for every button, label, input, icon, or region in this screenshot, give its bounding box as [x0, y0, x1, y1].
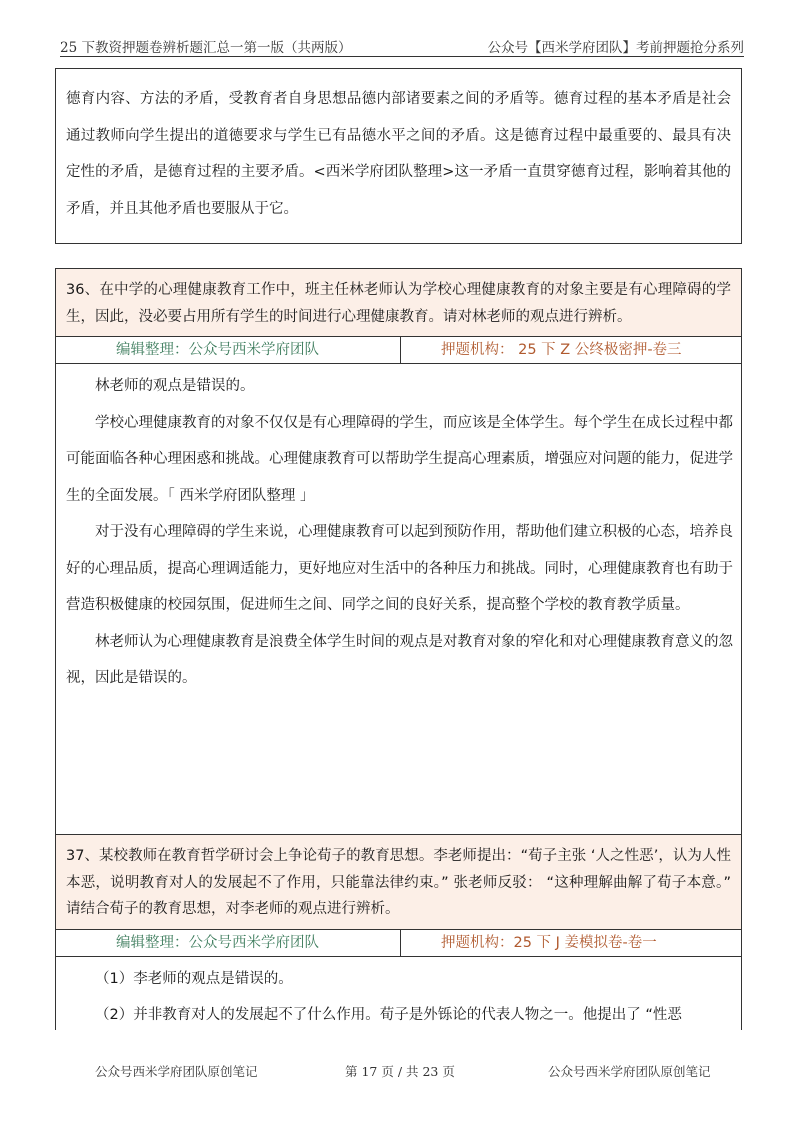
question-36-text: 36、在中学的心理健康教育工作中，班主任林老师认为学校心理健康教育的对象主要是有心理障碍的学生，因此，没必要占用所有学生的时间进行心理健康教育。请对林老师的观点进行辨析。: [56, 269, 741, 337]
page-header: [60, 34, 744, 57]
answer-paragraph: 对于没有心理障碍的学生来说，心理健康教育可以起到预防作用，帮助他们建立积极的心态，培养良好的心理品质，提高心理调适能力，更好地应对生活中的各种压力和挑战。同时，心理健康教育也有助于营造积极健康的校园氛围，促进师生之间、同学之间的良好关系，提高整个学校的教育教学质量。: [66, 524, 733, 613]
answer-paragraph: 林老师认为心理健康教育是浪费全体学生时间的观点是对教育对象的窄化和对心理健康教育意义的忽视，因此是错误的。: [66, 633, 733, 686]
question-36-answer: [56, 364, 741, 697]
answer-paragraph: 学校心理健康教育的对象不仅仅是有心理障碍的学生，而应该是全体学生。每个学生在成长过程中都可能面临各种心理困惑和挑战。心理健康教育可以帮助学生提高心理素质，增强应对问题的能力，促进学生的全面发展。「 西米学府团队整理 」: [66, 414, 733, 504]
question-36-block: [55, 268, 742, 842]
footer-right: 公众号西米学府团队原创笔记: [548, 1064, 711, 1079]
answer-paragraph: 林老师的观点是错误的。: [95, 378, 255, 394]
editor-label: 编辑整理：公众号西米学府团队: [56, 337, 401, 363]
question-37-block: [55, 834, 742, 1030]
question-37-meta: [56, 930, 741, 957]
answer-paragraph: （1）李老师的观点是错误的。: [95, 970, 293, 987]
header-right-title: 公众号【西米学府团队】考前押题抢分系列: [487, 40, 744, 56]
answer-paragraph: （2）并非教育对人的发展起不了什么作用。荀子是外铄论的代表人物之一。他提出了 “性恶: [95, 1007, 682, 1023]
page-number: 第 17 页 / 共 23 页: [345, 1064, 455, 1079]
question-37-answer: [56, 957, 741, 1034]
question-36-meta: [56, 337, 741, 364]
editor-label: 编辑整理：公众号西米学府团队: [56, 930, 401, 956]
header-left-title: 25 下教资押题卷辨析题汇总一第一版（共两版）: [60, 40, 352, 56]
previous-answer-text: 德育内容、方法的矛盾，受教育者自身思想品德内部诸要素之间的矛盾等。德育过程的基本矛盾是社会通过教师向学生提出的道德要求与学生已有品德水平之间的矛盾。这是德育过程中最重要的、最具有决定性的矛盾，是德育过程的主要矛盾。<西米学府团队整理>这一矛盾一直贯穿德育过程，影响着其他的矛盾，并且其他矛盾也要服从于它。: [66, 91, 731, 217]
source-label: 押题机构： 25 下 Z 公终极密押-卷三: [441, 342, 682, 358]
footer-left: 公众号西米学府团队原创笔记: [95, 1064, 258, 1079]
previous-answer-box: [55, 68, 742, 244]
source-label: 押题机构：25 下 J 姜模拟卷-卷一: [441, 934, 657, 951]
question-37-text: 37、某校教师在教育哲学研讨会上争论荀子的教育思想。李老师提出：“荀子主张 ‘人之性恶’，认为人性本恶，说明教育对人的发展起不了作用，只能靠法律约束。” 张老师反驳： “这种理解曲解了荀子本意。” 请结合荀子的教育思想，对李老师的观点进行辨析。: [56, 835, 741, 930]
